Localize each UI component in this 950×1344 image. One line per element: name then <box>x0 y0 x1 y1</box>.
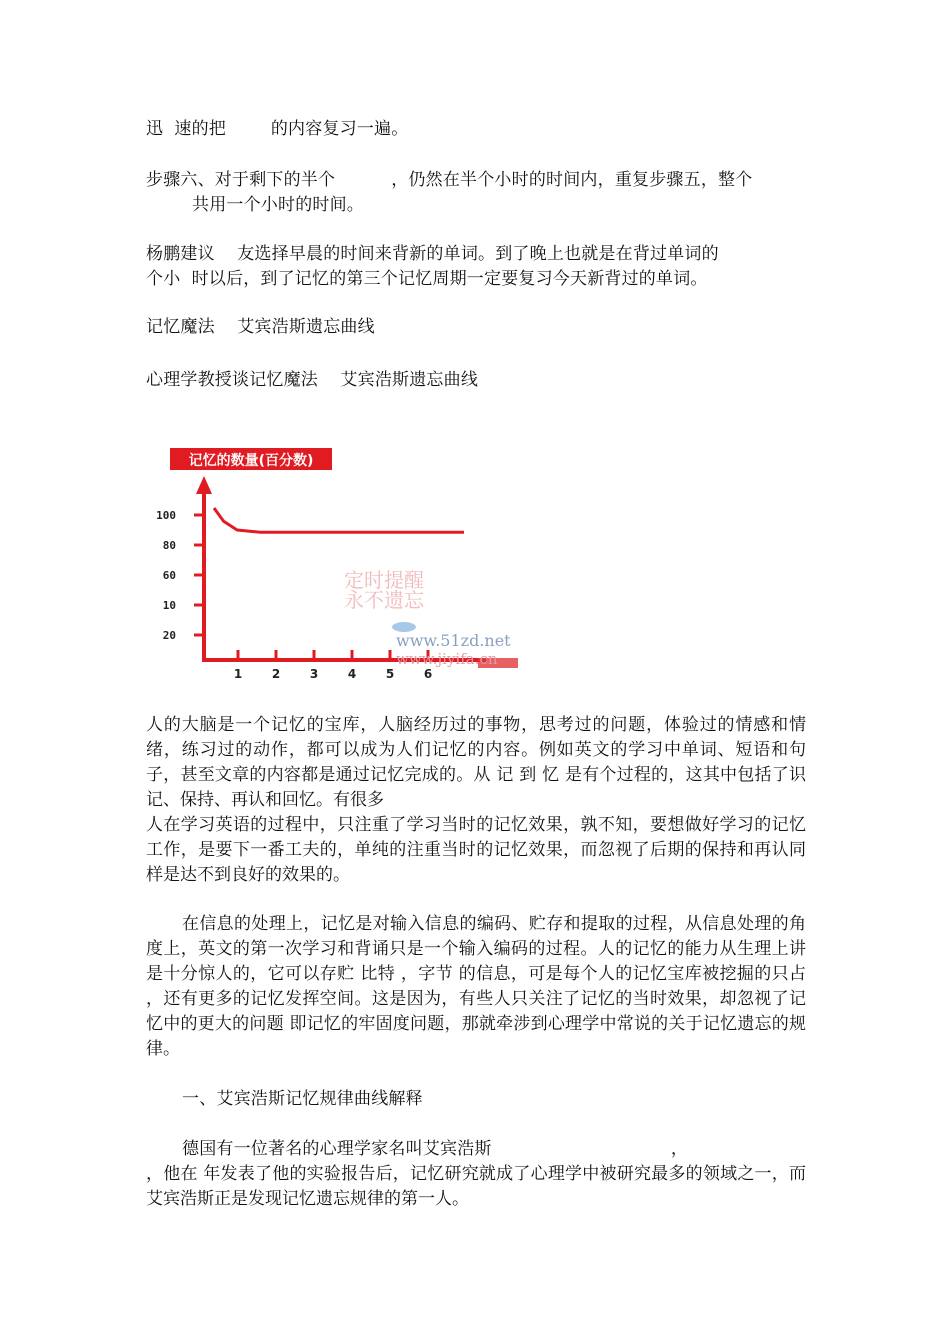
watermark-text-1: 定时提醒 <box>344 568 424 592</box>
paragraph-learning-english <box>146 813 806 888</box>
paragraph-information-processing <box>146 912 806 1062</box>
watermark-text-2: 永不遗忘 <box>344 588 424 612</box>
watermark-url-2: www.jiyifa.cn <box>396 650 498 668</box>
chart-title: 记忆的数量(百分数) <box>188 453 314 469</box>
paragraph-text: 人在学习英语的过程中，只注重了学习当时的记忆效果，孰不知，要想做好学习的记忆工作，是要下一番工夫的，单纯的注重当时的记忆效果，而忽视了后期的保持和再认同样是达不到良好的效果的。 <box>146 815 806 885</box>
chart-svg <box>148 440 528 685</box>
y-tick-label: 60 <box>162 569 176 582</box>
text-line-suggestion: 杨鹏建议 友选择早晨的时间来背新的单词。到了晚上也就是在背过单词的 <box>146 244 719 264</box>
paragraph-text: ，他在 年发表了他的实验报告后，记忆研究就成了心理学中被研究最多的领域之一，而艾宾浩斯正是发现记忆遗忘规律的第一人。 <box>146 1164 806 1209</box>
heading-professor-talk: 心理学教授谈记忆魔法 艾宾浩斯遗忘曲线 <box>146 370 479 390</box>
text-line-review: 迅 速的把 的内容复习一遍。 <box>146 119 409 139</box>
section-heading-curve-explanation: 一、艾宾浩斯记忆规律曲线解释 <box>182 1089 423 1109</box>
paragraph-text: 在信息的处理上，记忆是对输入信息的编码、贮存和提取的过程，从信息处理的角度上，英文的第一次学习和背诵只是一个输入编码的过程。人的记忆的能力从生理上讲是十分惊人的，它可以存贮 比特 ，字节 的信息，可是每个人的记忆宝库被挖掘的只占 ，还有更多的记忆发挥空间。这是因为，有些人只关注了记忆的当时效果，却忽视了记忆中的更大的问题 即记忆的牢固度问题，那就牵涉到心理学中常说的关于记忆遗忘的规律。 <box>146 914 806 1059</box>
x-tick-label: 5 <box>385 667 395 681</box>
paragraph-text: 人的大脑是一个记忆的宝库，人脑经历过的事物，思考过的问题，体验过的情感和情绪，练习过的动作，都可以成为人们记忆的内容。例如英文的学习中单词、短语和句子，甚至文章的内容都是通过记忆完成的。从 记 到 忆 是有个过程的，这其中包括了识记、保持、再认和回忆。有很多 <box>146 715 806 810</box>
text-line-suggestion-cont: 个小 时以后，到了记忆的第三个记忆周期一定要复习今天新背过的单词。 <box>146 269 708 289</box>
x-tick-label: 2 <box>271 667 281 681</box>
forgetting-curve-line <box>214 508 464 532</box>
x-tick-label: 4 <box>347 667 357 681</box>
heading-memory-magic: 记忆魔法 艾宾浩斯遗忘曲线 <box>146 317 375 337</box>
text-line-step-six-cont: 共用一个小时的时间。 <box>192 195 364 215</box>
x-tick-label: 6 <box>423 667 433 681</box>
paragraph-brain-memory <box>146 713 806 813</box>
y-axis-arrow <box>196 476 212 494</box>
text-line-ebbinghaus: 德国有一位著名的心理学家名叫艾宾浩斯 ， <box>182 1139 689 1159</box>
watermark-url-1: www.51zd.net <box>396 631 511 650</box>
y-tick-label: 100 <box>156 509 176 522</box>
text-line-step-six: 步骤六、对于剩下的半个 ，仍然在半个小时的时间内，重复步骤五，整个 <box>146 170 753 190</box>
paragraph-ebbinghaus-report <box>146 1162 806 1212</box>
x-tick-label: 3 <box>309 667 319 681</box>
forgetting-curve-chart <box>148 440 528 685</box>
y-tick-label: 10 <box>162 599 176 612</box>
x-tick-label: 1 <box>233 667 243 681</box>
y-tick-label: 80 <box>162 539 176 552</box>
y-tick-label: 20 <box>162 629 176 642</box>
